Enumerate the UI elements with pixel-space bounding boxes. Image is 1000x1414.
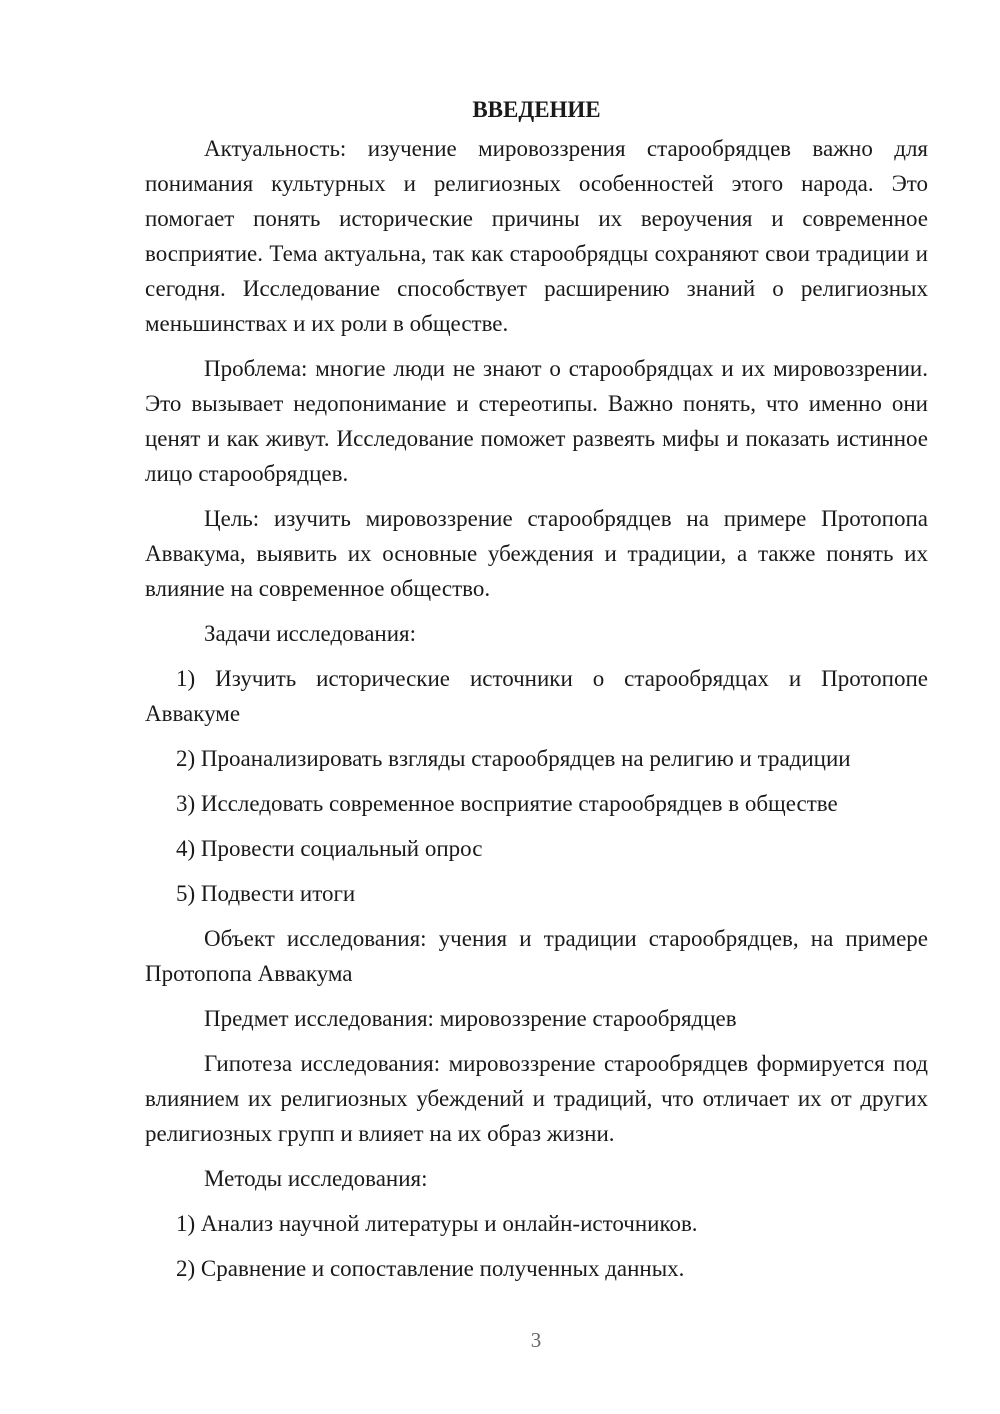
page-content	[145, 92, 928, 1296]
task-item: 1) Изучить исторические источники о старообрядцах и Протопопе Аввакуме	[145, 666, 928, 726]
tasks-title: Задачи исследования:	[204, 621, 417, 646]
section-heading: ВВЕДЕНИЕ	[472, 97, 601, 122]
method-item: 2) Сравнение и сопоставление полученных данных.	[176, 1256, 685, 1281]
problem-paragraph: Проблема: многие люди не знают о старообрядцах и их мировоззрении. Это вызывает недопонимание и стереотипы. Важно понять, что именно они ценят и как живут. Исследование поможет развеять мифы и показать истинное лицо старообрядцев.	[145, 356, 928, 486]
relevance-paragraph: Актуальность: изучение мировоззрения старообрядцев важно для понимания культурных и религиозных особенностей этого народа. Это помогает понять исторические причины их вероучения и современное восприятие. Тема актуальна, так как старообрядцы сохраняют свои традиции и сегодня. Исследование способствует расширению знаний о религиозных меньшинствах и их роли в обществе.	[145, 136, 928, 336]
hypothesis-paragraph: Гипотеза исследования: мировоззрение старообрядцев формируется под влиянием их религиозных убеждений и традиций, что отличает их от других религиозных групп и влияет на их образ жизни.	[145, 1051, 928, 1146]
page-number: 3	[530, 1328, 542, 1352]
task-item: 2) Проанализировать взгляды старообрядцев на религию и традиции	[176, 746, 851, 771]
methods-title: Методы исследования:	[204, 1166, 428, 1191]
task-item: 5) Подвести итоги	[176, 881, 356, 906]
task-item: 4) Провести социальный опрос	[176, 836, 483, 861]
goal-paragraph: Цель: изучить мировоззрение старообрядцев на примере Протопопа Аввакума, выявить их основные убеждения и традиции, а также понять их влияние на современное общество.	[145, 506, 928, 601]
method-item: 1) Анализ научной литературы и онлайн-источников.	[176, 1211, 698, 1236]
object-paragraph: Объект исследования: учения и традиции старообрядцев, на примере Протопопа Аввакума	[145, 926, 928, 986]
subject-paragraph: Предмет исследования: мировоззрение старообрядцев	[204, 1006, 737, 1031]
task-item: 3) Исследовать современное восприятие старообрядцев в обществе	[176, 791, 838, 816]
